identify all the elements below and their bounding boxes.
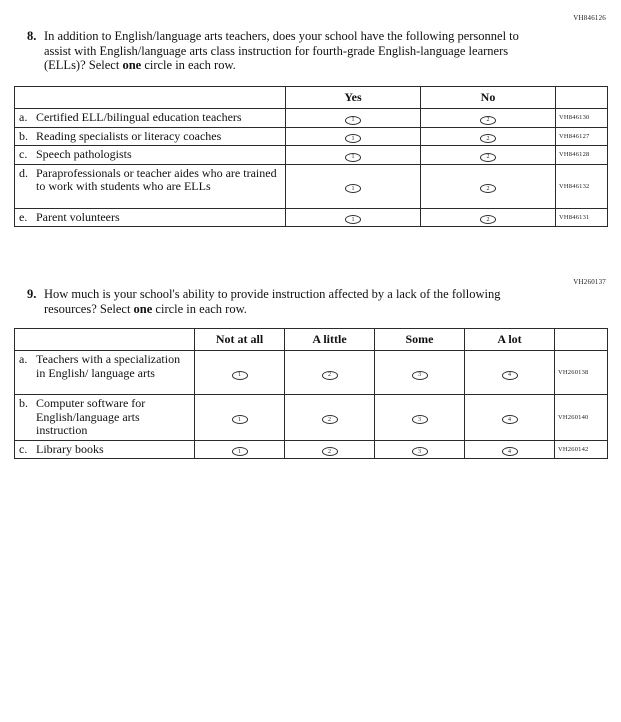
column-header-a-little: A little [285,329,375,351]
oval-glyph: 1 [351,135,355,142]
oval-glyph: 2 [328,372,331,378]
response-oval-a-lot[interactable] [502,415,518,424]
response-oval-no[interactable] [480,116,496,125]
response-oval-a-little[interactable] [322,371,338,380]
oval-glyph: 1 [351,154,355,161]
table-row [15,351,608,395]
oval-glyph: 3 [418,448,421,455]
response-oval-not-at-all[interactable] [232,371,248,380]
row-label: Reading specialists or literacy coaches [36,128,222,143]
table-row [15,127,608,146]
response-oval-no[interactable] [480,153,496,162]
oval-glyph: 1 [238,416,241,423]
row-code: VH846127 [556,127,608,146]
response-oval-no[interactable] [480,215,496,224]
row-label: Speech pathologists [36,147,132,161]
row-code: VH260138 [555,351,608,395]
row-label: Parent volunteers [36,209,120,224]
response-oval-a-lot[interactable] [502,371,518,380]
stub-header-cell [15,87,286,109]
response-oval-some[interactable] [412,371,428,380]
oval-glyph: 3 [418,372,421,378]
table-row [15,208,608,227]
question-8-text-after: circle in each row. [141,58,236,72]
table-row [15,440,608,459]
oval-glyph: 2 [486,154,490,161]
question-8-prompt [27,29,539,73]
question-8-number: 8. [27,29,37,43]
table-row [15,146,608,165]
row-letter: a. [19,110,28,124]
question-9-form-code: VH260137 [573,278,606,286]
oval-glyph: 2 [328,448,331,455]
oval-glyph: 1 [351,185,355,192]
question-8-form-code: VH846126 [573,14,606,22]
question-8-text-before: In addition to English/language arts teachers, does your school have the following personnel to assist with English/language arts class instruction for fourth-grade English-language learners (ELLs)? Select [44,29,519,72]
question-9-prompt [27,287,539,316]
oval-glyph: 3 [418,416,421,423]
oval-glyph: 1 [238,448,241,455]
row-code: VH846128 [556,146,608,165]
response-oval-some[interactable] [412,415,428,424]
row-label: Computer software for English/language arts instruction [36,396,146,437]
stub-header-cell [15,329,195,351]
row-code: VH260140 [555,395,608,441]
row-letter: a. [19,352,28,366]
table-row [15,109,608,128]
row-letter: b. [19,396,28,410]
column-header-no: No [421,87,556,109]
row-code: VH846131 [556,208,608,227]
response-oval-no[interactable] [480,134,496,143]
response-oval-yes[interactable] [345,134,361,143]
row-label: Certified ELL/bilingual education teachers [36,110,242,124]
response-oval-yes[interactable] [345,184,361,193]
table-row [15,164,608,208]
column-header-some: Some [375,329,465,351]
oval-glyph: 1 [351,216,355,223]
response-oval-yes[interactable] [345,215,361,224]
question-9-text [44,287,539,316]
header-row [15,329,608,351]
oval-glyph: 4 [508,416,511,423]
row-label: Library books [36,441,104,456]
code-header-cell [555,329,608,351]
response-oval-no[interactable] [480,184,496,193]
oval-glyph: 4 [508,448,511,455]
table-row [15,395,608,441]
oval-glyph: 2 [328,416,331,423]
response-oval-not-at-all[interactable] [232,415,248,424]
response-oval-yes[interactable] [345,116,361,125]
row-label: Teachers with a specialization in English/ language arts [36,352,181,380]
oval-glyph: 1 [351,117,355,124]
response-oval-yes[interactable] [345,153,361,162]
response-oval-a-little[interactable] [322,447,338,456]
question-8-text [44,29,539,73]
oval-glyph: 2 [486,117,490,124]
oval-glyph: 2 [486,135,490,142]
oval-glyph: 2 [486,216,490,223]
question-8-table [14,86,608,227]
oval-glyph: 1 [238,372,241,378]
row-code: VH846132 [556,164,608,208]
response-oval-a-little[interactable] [322,415,338,424]
row-code: VH846130 [556,109,608,128]
question-9-text-bold: one [133,301,153,316]
row-code: VH260142 [555,440,608,459]
row-letter: d. [19,165,28,180]
response-oval-a-lot[interactable] [502,447,518,456]
row-letter: e. [19,209,28,224]
question-9-text-after: circle in each row. [152,301,247,316]
oval-glyph: 4 [508,372,511,378]
question-8-text-bold: one [122,58,142,72]
row-label: Paraprofessionals or teacher aides who are trained to work with students who are ELLs [36,165,277,193]
response-oval-some[interactable] [412,447,428,456]
row-letter: c. [19,441,28,456]
column-header-yes: Yes [286,87,421,109]
question-9-text-before: How much is your school's ability to provide instruction affected by a lack of the following resources? Select [44,287,501,316]
column-header-not-at-all: Not at all [195,329,285,351]
row-letter: b. [19,128,28,143]
response-oval-not-at-all[interactable] [232,447,248,456]
question-9-table [14,328,608,459]
row-letter: c. [19,147,28,161]
oval-glyph: 2 [486,185,490,192]
column-header-a-lot: A lot [465,329,555,351]
question-9-number: 9. [27,287,37,301]
code-header-cell [556,87,608,109]
header-row [15,87,608,109]
